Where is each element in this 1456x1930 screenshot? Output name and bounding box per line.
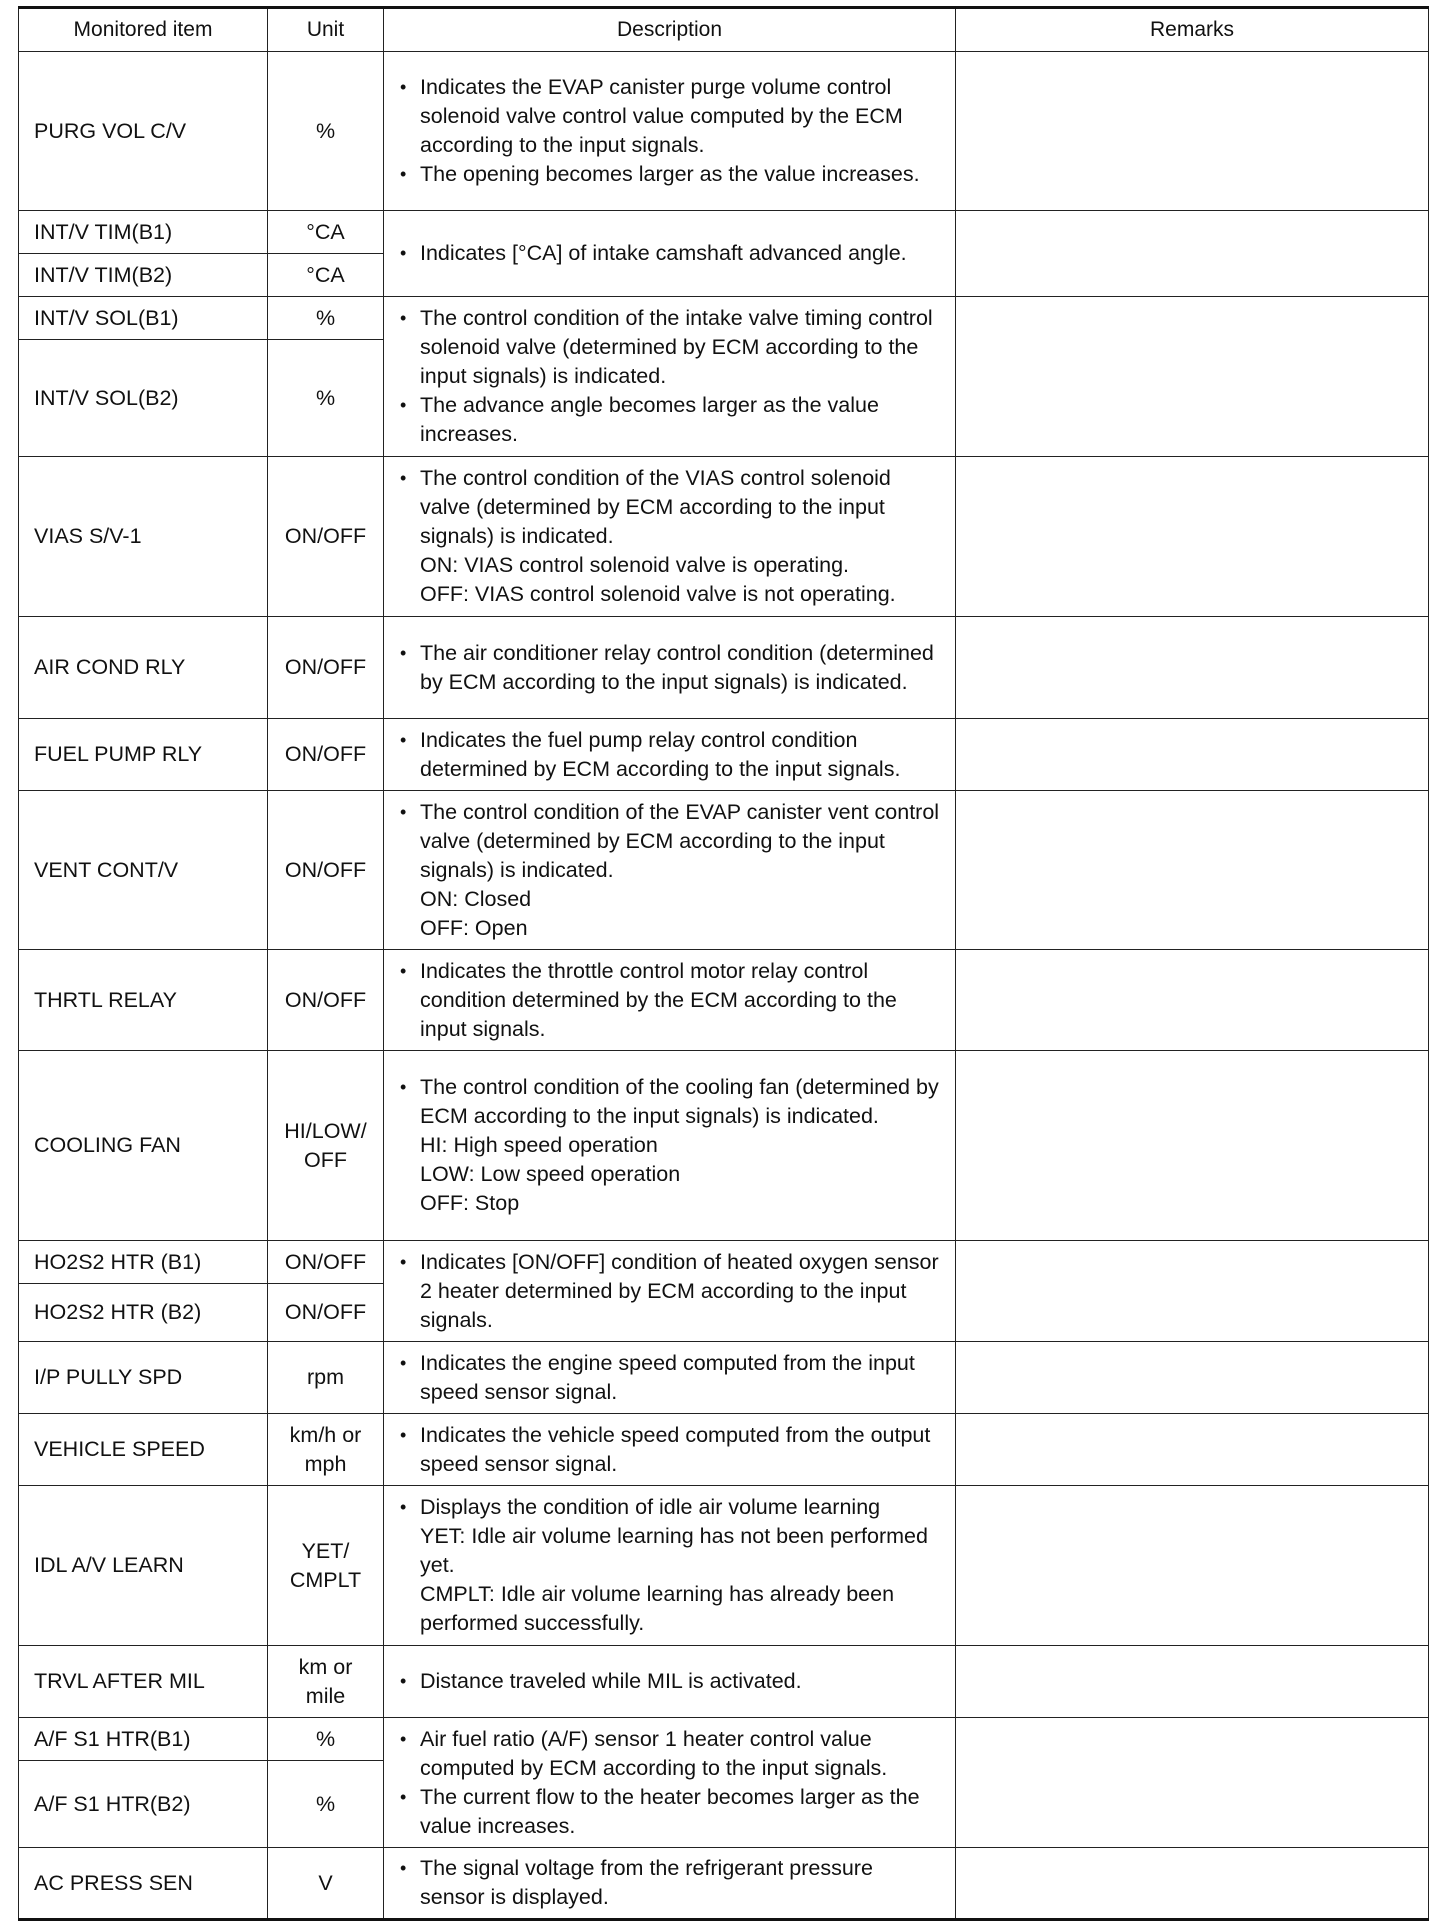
unit-line: CMPLT [289,1567,362,1592]
description-bullet: • The control condition of the intake valve timing control solenoid valve (determined by ECM according to the input signals) is indicated. [398,304,943,391]
remarks-cell [956,297,1429,457]
unit-cell: ON/OFF [268,457,384,617]
remarks-cell [956,719,1429,791]
description-subline: OFF: Open [420,915,528,940]
description-bullet [398,798,943,885]
unit-cell: ON/OFF [268,791,384,950]
unit-cell: % [268,297,384,340]
description-text: The control condition of the cooling fan (determined by ECM according to the input signals) is indicated. [420,1075,939,1128]
table-row [19,719,1429,791]
description-bullet: • The signal voltage from the refrigerant pressure sensor is displayed. [398,1854,943,1912]
item-cell: PURG VOL C/V [19,52,268,211]
item-cell: HO2S2 HTR (B2) [19,1284,268,1342]
unit-line: OFF [304,1147,347,1172]
description-cell [384,1414,956,1486]
remarks-cell [956,950,1429,1051]
description-cell [384,211,956,297]
description-cell [384,617,956,719]
header-monitored-item: Monitored item [19,8,268,52]
description-subline: CMPLT: Idle air volume learning has already been performed successfully. [420,1582,895,1635]
remarks-cell [956,1646,1429,1718]
remarks-cell [956,211,1429,297]
remarks-cell [956,1051,1429,1241]
table-row [19,1646,1429,1718]
table-row [19,1848,1429,1920]
monitor-item-table-page [18,6,1428,1921]
description-cell [384,719,956,791]
item-cell: INT/V SOL(B2) [19,340,268,457]
description-cell [384,457,956,617]
description-subline: ON: VIAS control solenoid valve is operating. [420,553,850,577]
description-bullet [398,1493,943,1638]
unit-cell: % [268,340,384,457]
description-text: The control condition of the EVAP canister vent control valve (determined by ECM according to the input signals) is indicated. [420,799,940,882]
table-row [19,1241,1429,1284]
description-subline: HI: High speed operation [420,1133,658,1157]
item-cell: THRTL RELAY [19,950,268,1051]
remarks-cell [956,1342,1429,1414]
unit-cell: % [268,1761,384,1848]
unit-cell: ON/OFF [268,1284,384,1342]
description-bullet [398,1073,943,1131]
description-cell [384,950,956,1051]
unit-cell: °CA [268,254,384,297]
item-cell: INT/V SOL(B1) [19,297,268,340]
description-cell [384,52,956,211]
item-cell: FUEL PUMP RLY [19,719,268,791]
unit-cell [268,1051,384,1241]
table-row [19,211,1429,254]
remarks-cell [956,617,1429,719]
description-cell [384,1051,956,1241]
unit-cell: % [268,52,384,211]
description-bullet: • Indicates [°CA] of intake camshaft advanced angle. [398,239,943,268]
unit-line: YET/ [301,1538,350,1563]
header-unit: Unit [268,8,384,52]
item-cell: AC PRESS SEN [19,1848,268,1920]
description-bullet: • Indicates the throttle control motor relay control condition determined by the ECM according to the input signals. [398,957,943,1044]
description-bullet: • The advance angle becomes larger as the value increases. [398,391,943,449]
description-subline: OFF: Stop [420,1191,520,1215]
unit-cell [268,1646,384,1718]
remarks-cell [956,1486,1429,1646]
header-remarks: Remarks [956,8,1429,52]
remarks-cell [956,791,1429,950]
item-cell: AIR COND RLY [19,617,268,719]
description-cell [384,1718,956,1848]
item-cell: HO2S2 HTR (B1) [19,1241,268,1284]
unit-line: mph [304,1451,347,1476]
unit-cell [268,1486,384,1646]
item-cell: VENT CONT/V [19,791,268,950]
description-bullet: • Indicates [ON/OFF] condition of heated oxygen sensor 2 heater determined by ECM according to the input signals. [398,1248,943,1335]
item-cell: INT/V TIM(B1) [19,211,268,254]
item-cell: COOLING FAN [19,1051,268,1241]
table-row [19,457,1429,617]
remarks-cell [956,1241,1429,1342]
description-cell [384,791,956,950]
remarks-cell [956,1414,1429,1486]
table-row [19,1051,1429,1241]
unit-line: mile [305,1683,346,1708]
unit-cell: ON/OFF [268,1241,384,1284]
remarks-cell [956,1718,1429,1848]
unit-cell: ON/OFF [268,617,384,719]
unit-cell [268,1414,384,1486]
monitor-item-table [18,6,1429,1921]
description-bullet [398,464,943,551]
unit-cell: rpm [268,1342,384,1414]
table-row [19,1414,1429,1486]
item-cell: IDL A/V LEARN [19,1486,268,1646]
unit-cell: V [268,1848,384,1920]
description-cell [384,1646,956,1718]
description-cell [384,1342,956,1414]
unit-line: km or [298,1654,353,1679]
description-cell [384,297,956,457]
table-row [19,617,1429,719]
unit-cell: ON/OFF [268,719,384,791]
description-subline: OFF: VIAS control solenoid valve is not operating. [420,582,896,606]
unit-cell: °CA [268,211,384,254]
description-bullet: • Air fuel ratio (A/F) sensor 1 heater control value computed by ECM according to the input signals. [398,1725,943,1783]
item-cell: TRVL AFTER MIL [19,1646,268,1718]
item-cell: INT/V TIM(B2) [19,254,268,297]
description-cell [384,1241,956,1342]
item-cell: VIAS S/V-1 [19,457,268,617]
table-row [19,297,1429,340]
description-bullet: • The air conditioner relay control condition (determined by ECM according to the input signals) is indicated. [398,639,943,697]
description-bullet: • Indicates the vehicle speed computed from the output speed sensor signal. [398,1421,943,1479]
description-bullet: • Indicates the engine speed computed from the input speed sensor signal. [398,1349,943,1407]
description-text: The control condition of the VIAS control solenoid valve (determined by ECM according to the input signals) is indicated. [420,466,891,548]
item-cell: VEHICLE SPEED [19,1414,268,1486]
table-row [19,52,1429,211]
description-subline: ON: Closed [420,886,532,911]
table-row [19,950,1429,1051]
header-row [19,8,1429,52]
description-subline: LOW: Low speed operation [420,1162,681,1186]
item-cell: A/F S1 HTR(B1) [19,1718,268,1761]
table-row [19,1718,1429,1761]
description-bullet: • Distance traveled while MIL is activated. [398,1667,943,1696]
description-bullet: • Indicates the EVAP canister purge volume control solenoid valve control value computed by the ECM according to the input signals. [398,73,943,160]
remarks-cell [956,457,1429,617]
unit-cell: ON/OFF [268,950,384,1051]
description-cell [384,1486,956,1646]
description-text: Displays the condition of idle air volume learning [420,1495,881,1519]
description-bullet: • Indicates the fuel pump relay control condition determined by ECM according to the input signals. [398,726,943,784]
table-row [19,1486,1429,1646]
item-cell: A/F S1 HTR(B2) [19,1761,268,1848]
description-bullet: • The current flow to the heater becomes larger as the value increases. [398,1783,943,1841]
table-row [19,1342,1429,1414]
description-cell [384,1848,956,1920]
header-description: Description [384,8,956,52]
unit-line: HI/LOW/ [284,1118,367,1143]
description-subline: YET: Idle air volume learning has not been performed yet. [420,1524,928,1577]
remarks-cell [956,52,1429,211]
unit-line: km/h or [289,1422,362,1447]
description-bullet: • The opening becomes larger as the value increases. [398,160,943,189]
remarks-cell [956,1848,1429,1920]
unit-cell: % [268,1718,384,1761]
table-row [19,791,1429,950]
item-cell: I/P PULLY SPD [19,1342,268,1414]
